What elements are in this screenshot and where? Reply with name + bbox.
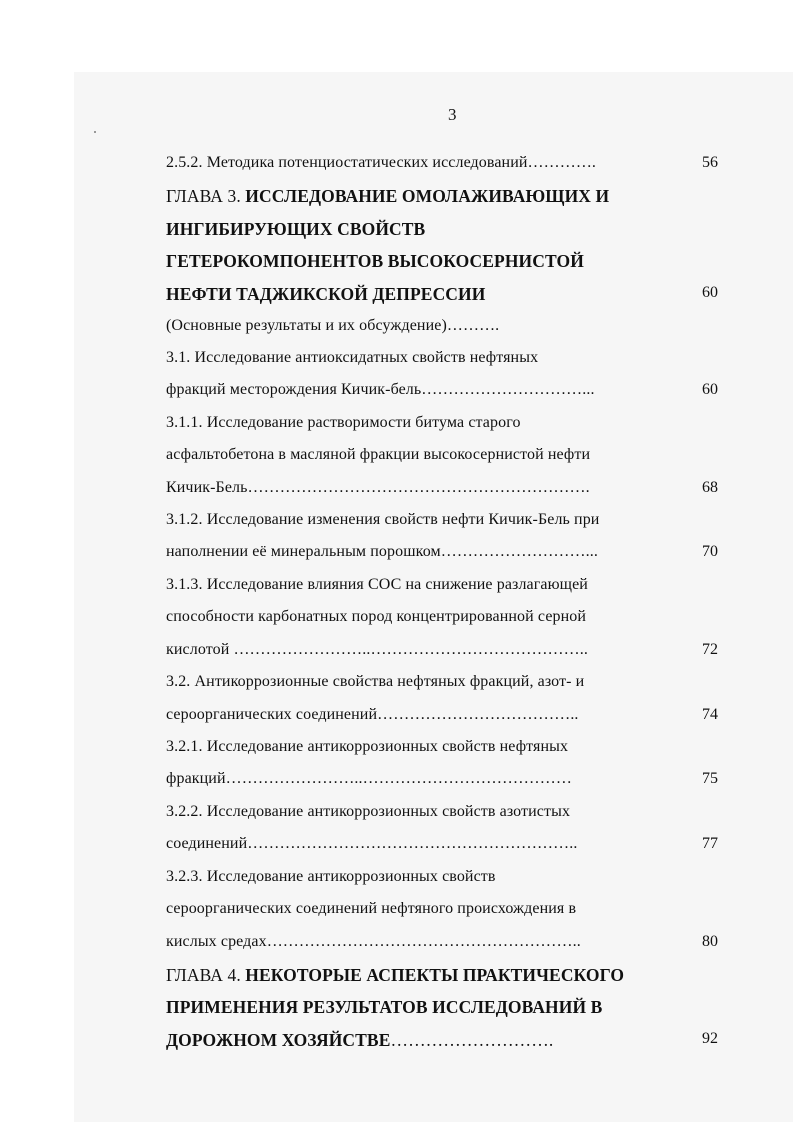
toc-line: 3.1.1. Исследование растворимости битума старого <box>166 414 521 431</box>
toc-line: соединений…………………………………………………….. <box>166 835 578 852</box>
toc-line <box>166 186 662 207</box>
chapter-label: ГЛАВА 4. <box>166 965 246 985</box>
toc-line: асфальтобетона в масляной фракции высокосернистой нефти <box>166 446 591 463</box>
chapter-label: ГЛАВА 3. <box>166 186 246 206</box>
toc-page-number: 75 <box>702 770 718 787</box>
toc-line: способности карбонатных пород концентрированной серной <box>166 608 587 625</box>
toc-line: наполнении её минеральным порошком………………………... <box>166 543 598 560</box>
toc-line: фракций месторождения Кичик-бель…………………………... <box>166 381 595 398</box>
toc-page-number: 74 <box>702 706 718 723</box>
toc-page-number: 60 <box>702 381 718 398</box>
toc-line: кислотой ……………………..………………………………….. <box>166 641 588 658</box>
toc-page-number: 72 <box>702 641 718 658</box>
toc-line: (Основные результаты и их обсуждение)………. <box>166 317 500 334</box>
toc-line: сероорганических соединений……………………………….. <box>166 706 579 723</box>
toc-page-number: 56 <box>702 154 718 171</box>
toc-line: Кичик-Бель………………………………………………………. <box>166 479 590 496</box>
toc-line: фракций……………………..………………………………… <box>166 770 572 787</box>
toc-line: 2.5.2. Методика потенциостатических исследований…………. <box>166 154 597 171</box>
toc-line: ГЕТЕРОКОМПОНЕНТОВ ВЫСОКОСЕРНИСТОЙ <box>166 251 584 271</box>
toc-line: ДОРОЖНОМ ХОЗЯЙСТВЕ………………………. <box>166 1030 554 1050</box>
toc-line: ПРИМЕНЕНИЯ РЕЗУЛЬТАТОВ ИССЛЕДОВАНИЙ В <box>166 997 603 1017</box>
toc-line: сероорганических соединений нефтяного происхождения в <box>166 900 577 917</box>
toc-page-number: 80 <box>702 933 718 950</box>
toc-line: 3.2.2. Исследование антикоррозионных свойств азотистых <box>166 803 571 820</box>
page-number: 3 <box>448 105 457 124</box>
toc-line <box>166 965 662 986</box>
toc-line: НЕФТИ ТАДЖИКСКОЙ ДЕПРЕССИИ <box>166 284 486 304</box>
toc-page-number: 92 <box>702 1030 718 1047</box>
toc-line: ИНГИБИРУЮЩИХ СВОЙСТВ <box>166 219 426 239</box>
toc-line: 3.1. Исследование антиоксидатных свойств нефтяных <box>166 349 539 366</box>
toc-line: 3.1.2. Исследование изменения свойств нефти Кичик-Бель при <box>166 511 600 528</box>
toc-page-number: 60 <box>702 284 718 301</box>
toc-line: 3.1.3. Исследование влияния СОС на снижение разлагающей <box>166 576 588 593</box>
toc-line: 3.2.3. Исследование антикоррозионных свойств <box>166 868 496 885</box>
toc-line: кислых средах………………………………………………….. <box>166 933 581 950</box>
toc-line: 3.2.1. Исследование антикоррозионных свойств нефтяных <box>166 738 569 755</box>
toc-page-number: 68 <box>702 479 718 496</box>
toc-page-number: 77 <box>702 835 718 852</box>
toc-line: 3.2. Антикоррозионные свойства нефтяных фракций, азот- и <box>166 673 585 690</box>
scan-speck <box>94 131 96 133</box>
chapter-title: НЕКОТОРЫЕ АСПЕКТЫ ПРАКТИЧЕСКОГО <box>245 965 625 985</box>
toc-page-number: 70 <box>702 543 718 560</box>
chapter-title: ИССЛЕДОВАНИЕ ОМОЛАЖИВАЮЩИХ И <box>245 186 610 206</box>
